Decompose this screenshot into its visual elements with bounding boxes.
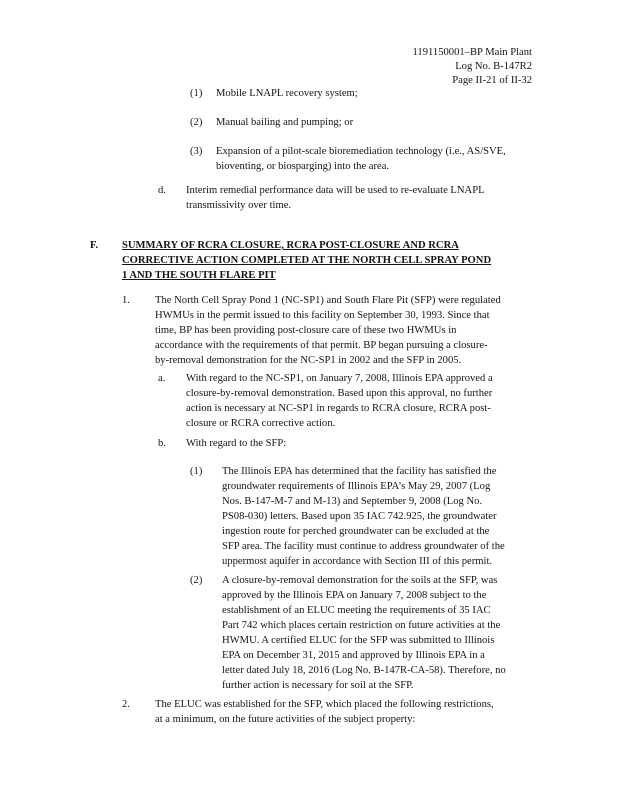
item-1-text: The North Cell Spray Pond 1 (NC-SP1) and South Flare Pit (SFP) were regulated HWMUs in the permit issued to this facility on September 30, 1993. Since that time, BP has been providing post-closure care of these two HWMUs in accordance with the requirements of that permit. BP began pursuing a closure- by-removal demonstration for the NC-SP1 in 2002 and the SFP in 2005. — [155, 295, 501, 366]
item-1b2-text: A closure-by-removal demonstration for the soils at the SFP, was approved by the Illinois EPA on January 7, 2008 subject to the establishment of an ELUC meeting the requirements of 35 IAC Part 742 which places certain restriction on future activities at the HWMU. A certified ELUC for the SFP was submitted to Illinois EPA on December 31, 2015 and approved by Illinois EPA in a letter dated July 18, 2016 (Log No. B-147R-CA-58). Therefore, no further action is necessary for soil at the SFP. — [222, 575, 506, 691]
list-item-text: Manual bailing and pumping; or — [216, 117, 354, 128]
item-2-number: 2. — [122, 699, 130, 710]
list-item-number: (1) — [190, 88, 203, 99]
item-2-text: The ELUC was established for the SFP, which placed the following restrictions, at a minimum, on the future activities of the subject property: — [155, 699, 494, 725]
item-1b-number: b. — [158, 438, 166, 449]
item-d-number: d. — [158, 185, 166, 196]
header-page-number: Page II-21 of II-32 — [452, 75, 532, 86]
list-item-number: (2) — [190, 117, 203, 128]
item-1b-text: With regard to the SFP: — [186, 438, 287, 449]
item-1-number: 1. — [122, 295, 130, 306]
item-1b1-text: The Illinois EPA has determined that the facility has satisfied the groundwater requirements of Illinois EPA’s May 29, 2007 (Log Nos. B-147-M-7 and M-13) and September 9, 2008 (Log No. PS08-030) letters. Based upon 35 IAC 742.925, the groundwater ingestion route for perched groundwater can be excluded at the SFP area. The facility must continue to address groundwater of the uppermost aquifer in accordance with Section III of this permit. — [222, 466, 505, 567]
section-f-letter: F. — [90, 240, 99, 251]
item-1a-number: a. — [158, 373, 166, 384]
item-1a-text: With regard to the NC-SP1, on January 7, 2008, Illinois EPA approved a closure-by-removal demonstration. Based upon this approval, no further action is necessary at NC-SP1 in regards to RCRA closure, RCRA post- closure or RCRA corrective action. — [186, 373, 493, 429]
section-f-heading: SUMMARY OF RCRA CLOSURE, RCRA POST-CLOSURE AND RCRA CORRECTIVE ACTION COMPLETED AT THE NORTH CELL SPRAY POND 1 AND THE SOUTH FLARE PIT — [122, 240, 492, 281]
item-1b1-number: (1) — [190, 466, 203, 477]
list-item-text: Expansion of a pilot-scale bioremediation technology (i.e., AS/SVE, bioventing, or biosparging) into the area. — [216, 146, 506, 172]
page-header — [413, 46, 532, 88]
item-1b2-number: (2) — [190, 575, 203, 586]
list-item-text: Mobile LNAPL recovery system; — [216, 88, 358, 99]
header-facility-id: 1191150001–BP Main Plant — [412, 47, 532, 58]
item-d-text: Interim remedial performance data will be used to re-evaluate LNAPL transmissivity over time. — [186, 185, 485, 211]
list-item-number: (3) — [190, 146, 203, 157]
header-log-number: Log No. B-147R2 — [455, 61, 532, 72]
